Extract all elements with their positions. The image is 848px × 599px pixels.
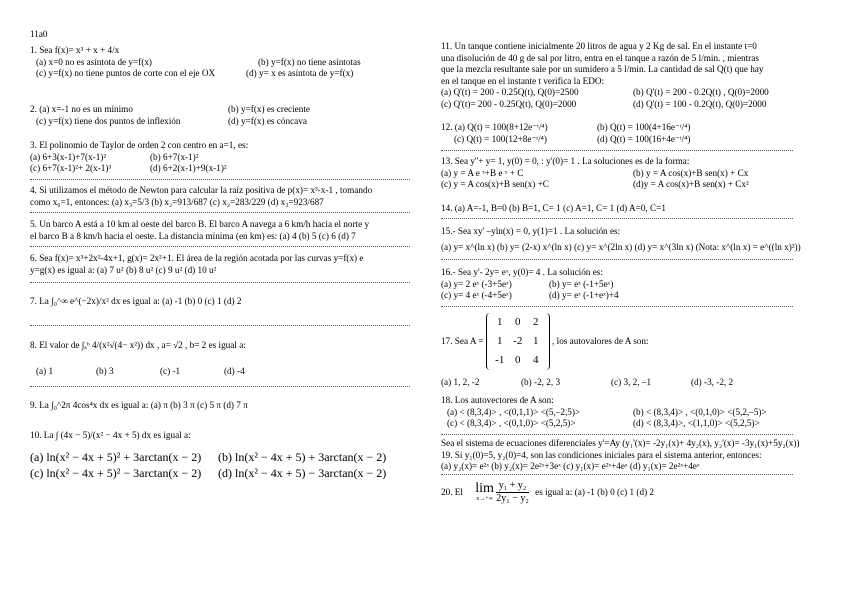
q11-option-b: (b) Q'(t) = 200 - 0.2Q(t) , Q(0)=2000 [633, 87, 769, 97]
q16-option-d: (d) y= eˣ (-1+eˣ)+4 [549, 290, 619, 300]
q11-option-d: (d) Q'(t) = 100 - 0.2Q(t), Q(0)=2000 [633, 98, 767, 109]
q8-option-a: (a) 1 [36, 365, 54, 376]
separator [30, 386, 410, 387]
matrix-cell: 0 [515, 354, 521, 366]
separator [441, 259, 793, 260]
q17-option-a: (a) 1, 2, -2 [441, 377, 480, 387]
separator [30, 212, 410, 213]
question-4-line2: como x₀=1, entonces: (a) x₃=5/3 (b) x₂=913/687 (c) x₂=283/229 (d) x₃=923/687 [30, 196, 324, 207]
q13-option-a: (a) y = A e ˣ+B e ˣ + C [441, 167, 524, 178]
q13-option-b: (b) y = A cos(x)+B sen(x) + Cx [633, 167, 749, 178]
fraction-numerator: y₁ + y₂ [496, 480, 529, 493]
question-1-text: 1. Sea f(x)= x³ + x + 4/x [30, 45, 120, 55]
q2-option-b: (b) y=f(x) es creciente [228, 104, 310, 114]
q10-option-c: (c) ln(x² − 4x + 5)² − 3arctan(x − 2) [30, 465, 202, 480]
question-13 [441, 156, 793, 191]
question-5-line2: el barco B a 8 km/h hacia el oeste. La distancia mínima (en km) es: (a) 4 (b) 5 (c) 6 (d) 7 [30, 230, 356, 241]
question-10-text: 10. La ∫ (4x − 5)/(x² − 4x + 5) dx es igual a: [30, 430, 191, 440]
q19-options: (a) y₂(x)= e²ˣ (b) y₂(x)= 2e²ˣ+3eˣ (c) y₁(x)= e²ˣ+4eˣ (d) y₁(x)= 2e²ˣ+4eˣ [441, 461, 700, 471]
q2-option-a: 2. (a) x=-1 no es un mínimo [30, 104, 133, 114]
question-14 [441, 203, 793, 215]
question-11-line4: en el tanque en el instante t verifica la EDO: [441, 75, 605, 86]
separator [441, 306, 793, 307]
q16-option-a: (a) y= 2 eˣ (-3+5eˣ) [441, 278, 512, 289]
question-11 [441, 41, 793, 110]
q18-option-a: (a) < (8,3,4)> , <(0,1,1)> <(5,–2,5)> [447, 406, 581, 417]
q18-option-c: (c) < (8,3,4)> , <(0,1,0)> <(5,2,5)> [447, 418, 576, 428]
separator [441, 474, 793, 475]
question-15 [441, 226, 801, 253]
q1-option-d: (d) y= x es asíntota de y=f(x) [246, 68, 354, 78]
question-5 [30, 219, 410, 242]
question-16-text: 16.- Sea y'- 2y= eˣ, y(0)= 4 . La solución es: [441, 267, 603, 277]
q16-option-c: (c) y= 4 eˣ (-4+5eˣ) [441, 290, 512, 300]
limit-symbol: lim [475, 481, 494, 496]
separator [441, 150, 793, 151]
question-15-text: 15.- Sea xy' –yln(x) = 0, y(1)=1 . La solución es: [441, 226, 621, 236]
question-8 [30, 340, 410, 377]
q8-option-d: (d) -4 [224, 365, 245, 376]
limit-subscript: x→+∞ [476, 496, 493, 502]
q8-option-c: (c) -1 [160, 365, 181, 376]
q17-option-b: (b) -2, 2, 3 [521, 377, 561, 387]
matrix-cell: 1 [497, 316, 503, 328]
question-5-line1: 5. Un barco A está a 10 km al oeste del barco B. El barco A navega a 6 km/h hacia el norte y [30, 219, 370, 229]
question-4 [30, 185, 410, 208]
question-11-line2: una disolución de 40 g de sal por litro, entra en el tanque a razón de 5 l/min. , mientras [441, 52, 759, 63]
separator [30, 179, 410, 180]
q12-option-b: (b) Q(t) = 100(4+16e⁻ᵗ/⁴) [597, 122, 691, 132]
question-3-text: 3. El polinomio de Taylor de orden 2 con centro en a=1, es: [30, 140, 249, 150]
limit-fraction [496, 480, 529, 505]
q11-option-a: (a) Q'(t) = 200 - 0.25Q(t), Q(0)=2500 [441, 87, 579, 97]
separator [30, 282, 410, 283]
question-11-line3: que la mezcla resultante sale por un sumidero a 5 l/min. La cantidad de sal Q(t) que hay [441, 64, 764, 74]
q16-option-b: (b) y= eˣ (-1+5eˣ) [549, 278, 614, 289]
question-13-text: 13. Sea y''+ y= 1, y(0) = 0, : y'(0)= 1 . La soluciones es de la forma: [441, 156, 690, 166]
matrix-cell: -2 [513, 335, 523, 347]
fraction-denominator: 2y₁ − y₂ [496, 493, 529, 504]
q17-option-c: (c) 3, 2, –1 [611, 377, 652, 387]
q11-option-c: (c) Q'(t)= 200 - 0.25Q(t), Q(0)=2000 [441, 98, 577, 109]
matrix-cell: 1 [497, 335, 503, 347]
question-9-text: 9. La ∫₀^2π 4cos⁴x dx es igual a: (a) π (b) 3 π (c) 5 π (d) 7 π [30, 400, 248, 410]
q13-option-d: (d)y = A cos(x)+B sen(x) + Cx² [633, 179, 749, 189]
q13-option-c: (c) y = A cos(x)+B sen(x) +C [441, 179, 549, 189]
q10-option-b: (b) ln(x² − 4x + 5) + 3arctan(x − 2) [218, 449, 387, 464]
matrix-cell: 0 [515, 316, 521, 328]
question-19-text: 19. Si y₁(0)=5, y₂(0)=4, son las condiciones iniciales para el sistema anterior, entonces: [441, 449, 762, 460]
question-6-line2: y=g(x) es igual a: (a) 7 u² (b) 8 u² (c) 9 u² (d) 10 u² [30, 264, 217, 275]
question-8-text: 8. El valor de ∫ₐᵇ 4/(x²√(4− x²)) dx , a= √2 , b= 2 es igual a: [30, 340, 246, 350]
question-16 [441, 267, 793, 302]
matrix-cell: 2 [533, 316, 539, 328]
limit-expression [475, 482, 494, 503]
matrix-cell: 4 [533, 354, 539, 366]
system-statement: Sea el sistema de ecuaciones diferenciales y'=Ay (y₁'(x)= -2y₁(x)+ 4y₂(x), y₂'(x)= -3y₁(x)+5y₂(x)) [441, 438, 800, 448]
question-6-line1: 6. Sea f(x)= x³+2x²-4x+1, g(x)= 2x²+1. El área de la región acotada por las curvas y=f(x) e [30, 253, 364, 263]
q3-option-c: (c) 6+7(x-1)²+ 2(x-1)³ [30, 163, 112, 173]
q3-option-a: (a) 6+3(x-1)+7(x-1)² [30, 151, 107, 162]
matrix-cell: 1 [533, 335, 539, 347]
q1-option-a: (a) x=0 no es asíntota de y=f(x) [36, 56, 152, 67]
question-3 [30, 140, 410, 175]
separator [30, 246, 410, 247]
question-4-line1: 4. Si utilizamos el método de Newton para calcular la raíz positiva de p(x)= x³-x-1 , tomando [30, 185, 373, 195]
q1-option-c: (c) y=f(x) no tiene puntos de corte con el eje OX [36, 68, 216, 78]
q2-option-d: (d) y=f(x) es cóncava [228, 115, 307, 126]
q12-option-c: (c) Q(t) = 100(12+8e⁻ᵗ/⁴) [454, 133, 547, 144]
matrix-A [486, 313, 550, 370]
question-20 [441, 480, 793, 510]
q18-option-d: (d) < (8,3,4)>, <(1,1,0)> <(5,2,5)> [633, 418, 760, 428]
question-19 [441, 438, 800, 473]
q17-option-d: (d) -3, -2, 2 [691, 377, 734, 387]
question-20-tail: es igual a: (a) -1 (b) 0 (c) 1 (d) 2 [535, 486, 655, 497]
question-11-line1: 11. Un tanque contiene inicialmente 20 litros de agua y 2 Kg de sal. En el instante t=0 [441, 41, 757, 51]
q10-option-d: (d) ln(x² − 4x + 5) − 3arctan(x − 2) [218, 465, 387, 480]
q10-option-a: (a) ln(x² − 4x + 5)² + 3arctan(x − 2) [30, 449, 202, 464]
q12-option-d: (d) Q(t) = 100(16+4e⁻ᵗ/⁴) [597, 133, 691, 144]
q2-option-c: (c) y=f(x) tiene dos puntos de inflexión [36, 115, 181, 126]
q8-option-b: (b) 3 [96, 365, 114, 376]
question-18-text: 18. Los autovectores de A son: [441, 395, 554, 405]
separator [441, 218, 793, 219]
question-17-text: 17. Sea A = [441, 335, 484, 346]
question-6 [30, 253, 410, 276]
question-9 [30, 400, 410, 412]
question-2 [30, 104, 410, 127]
question-7-text: 7. La ∫₀^∞ e^(−2x)/x² dx es igual a: (a) -1 (b) 0 (c) 1 (d) 2 [30, 296, 242, 306]
exam-header: 11a0 [30, 29, 48, 39]
question-17-tail: , los autovalores de A son: [552, 335, 649, 346]
question-17 [441, 313, 793, 389]
q3-option-b: (b) 6+7(x-1)² [150, 151, 199, 162]
question-18 [441, 395, 793, 430]
q1-option-b: (b) y=f(x) no tiene asíntotas [258, 56, 361, 67]
q12-option-a: 12. (a) Q(t) = 100(8+12e⁻ᵗ/⁴) [441, 122, 548, 132]
q18-option-b: (b) < (8,3,4)> , <(0,1,0)> <(5,2,–5)> [633, 406, 767, 417]
question-10 [30, 430, 410, 482]
question-12 [441, 122, 793, 145]
question-20-text: 20. El [441, 486, 463, 497]
q15-options: (a) y= x^(ln x) (b) y= (2-x) x^(ln x) (c) y= x^(2ln x) (d) y= x^(3ln x) (Nota: x^(ln x) = e^((ln x)²)) [441, 241, 801, 252]
separator [441, 434, 793, 435]
matrix-cell: -1 [495, 354, 505, 366]
q3-option-d: (d) 6+2(x-1)+9(x-1)² [150, 163, 227, 173]
question-1 [30, 45, 410, 80]
question-7 [30, 296, 410, 308]
question-14-text: 14. (a) A=-1, B=0 (b) B=1, C= 1 (c) A=1, C= 1 (d) A=0, C=1 [441, 203, 666, 213]
separator [30, 325, 410, 326]
